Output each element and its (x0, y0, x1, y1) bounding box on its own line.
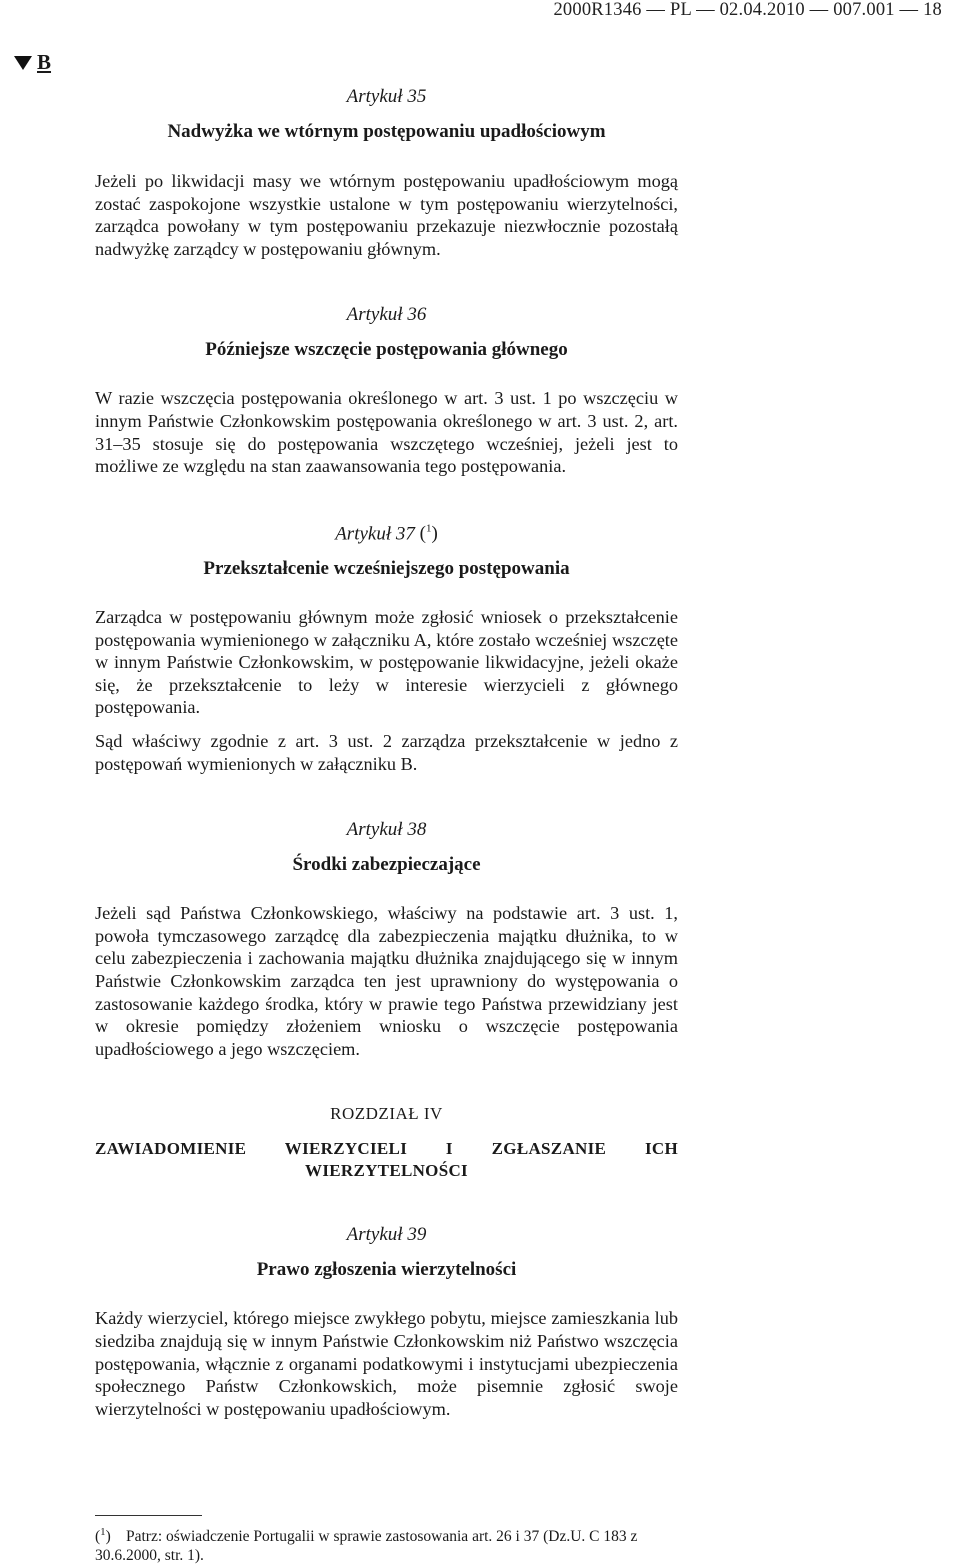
article-number: Artykuł 36 (346, 304, 427, 326)
article-title: Nadwyżka we wtórnym postępowaniu upadłościowym (167, 121, 606, 142)
running-header: 2000R1346 — PL — 02.04.2010 — 007.001 — 18 (553, 0, 942, 20)
chapter-title: ZAWIADOMIENIE WIERZYCIELI I ZGŁASZANIE ICH WIERZYTELNOŚCI (95, 1139, 678, 1181)
chapter-label: ROZDZIAŁ IV (330, 1104, 443, 1124)
chapter-iv (95, 1104, 678, 1182)
article-number: Artykuł 35 (346, 86, 427, 107)
article-title: Środki zabezpieczające (292, 854, 481, 876)
consolidation-marker (14, 50, 51, 75)
article-39 (95, 1224, 678, 1420)
footnote-reference: 1 (425, 522, 432, 535)
article-number: Artykuł 39 (346, 1224, 427, 1246)
footnote-number: ($^1$) (95, 1526, 111, 1546)
document-body (95, 86, 678, 1420)
footnote-text: Patrz: oświadczenie Portugalii w sprawie zastosowania art. 26 i 37 (Dz.U. C 183 z 30.6.2000, str. 1). (95, 1528, 638, 1565)
article-paragraph: W razie wszczęcia postępowania określonego w art. 3 ust. 1 po wszczęciu w innym Państwie Członkowskim postępowania określonego w art. 3 ust. 2, art. 31–35 stosuje się do postępowania wszczętego wcześniej, jeżeli jest to możliwe ze względu na stan zaawansowania tego postępowania. (95, 388, 678, 477)
article-title: Przekształcenie wcześniejszego postępowania (203, 558, 570, 580)
article-title: Prawo zgłoszenia wierzytelności (256, 1259, 517, 1281)
article-paragraph: Zarządca w postępowaniu głównym może zgłosić wniosek o przekształcenie postępowania wymienionego w załączniku A, które zostało wcześniej wszczęte w innym Państwie Członkowskim, w postępowanie likwidacyjne, jeżeli okaże się, że przekształcenie to leży w interesie wierzycieli z głównego postępowania. (95, 607, 678, 718)
article-paragraph: Jeżeli sąd Państwa Członkowskiego, właściwy na podstawie art. 3 ust. 1, powoła tymczasowego zarządcę dla zabezpieczenia majątku dłużnika, to w celu zabezpieczenia i zachowania majątku dłużnika znajdującego się w innym Państwie Członkowskim zarządca ten jest uprawniony do występowania o zastosowanie każdego środka, który w prawie tego Państwa przewidziany jest w okresie pomiędzy złożeniem wniosku o wszczęcie postępowania upadłościowego a jego wszczęciem. (95, 903, 678, 1059)
article-number-text: Artykuł 37 (335, 523, 415, 545)
article-number: Artykuł 37 ($^1$) (335, 522, 438, 545)
article-35 (95, 86, 678, 260)
footnote-number-value: 1 (100, 1526, 106, 1538)
article-38 (95, 819, 678, 1060)
article-37 (95, 523, 678, 775)
footnote (95, 1523, 678, 1565)
triangle-down-icon (14, 56, 32, 70)
article-title: Późniejsze wszczęcie postępowania głównego (205, 339, 568, 361)
footnote-divider (95, 1515, 202, 1516)
article-paragraph: Jeżeli po likwidacji masy we wtórnym postępowaniu upadłościowym mogą zostać zaspokojone wszystkie ustalone w tym postępowaniu wierzytelności, zarządca powołany w tym postępowaniu przekazuje niezwłocznie pozostałą nadwyżkę zarządcy w postępowaniu głównym. (95, 171, 678, 259)
article-paragraph: Każdy wierzyciel, którego miejsce zwykłego pobytu, miejsce zamieszkania lub siedziba znajdują się w innym Państwie Członkowskim niż Państwo wszczęcia postępowania, włącznie z organami podatkowymi i instytucjami ubezpieczenia społecznego Państw Członkowskich, może pisemnie zgłosić swoje wierzytelności w postępowaniu upadłościowym. (95, 1308, 678, 1419)
article-36 (95, 304, 678, 477)
article-paragraph: Sąd właściwy zgodnie z art. 3 ust. 2 zarządza przekształcenie w jedno z postępowań wymienionych w załączniku B. (95, 731, 678, 774)
marker-code: B (37, 50, 52, 74)
article-number: Artykuł 38 (346, 819, 427, 841)
